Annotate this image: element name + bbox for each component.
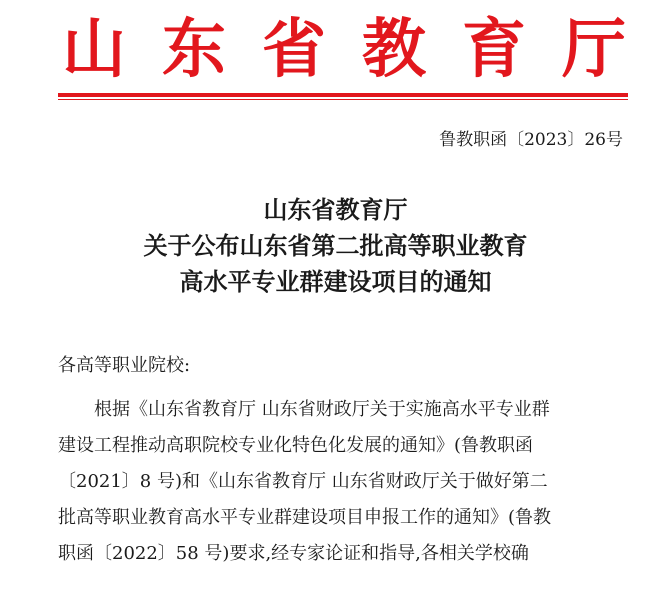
masthead-char: 育: [462, 13, 526, 87]
masthead-char: 东: [162, 13, 226, 87]
title-line-3: 高水平专业群建设项目的通知: [179, 267, 492, 296]
masthead-char: 教: [362, 13, 426, 87]
body-line: 批高等职业教育高水平专业群建设项目申报工作的通知》(鲁教: [58, 507, 552, 528]
title-line-1: 山东省教育厅: [263, 195, 408, 224]
title-line-2: 关于公布山东省第二批高等职业教育: [143, 231, 528, 260]
salutation: 各高等职业院校:: [58, 355, 191, 376]
document-title: [0, 192, 671, 300]
body-line: 根据《山东省教育厅 山东省财政厅关于实施高水平专业群: [94, 399, 550, 420]
document-masthead: [58, 14, 630, 86]
body-paragraph: [58, 392, 630, 572]
masthead-char: 山: [62, 13, 126, 87]
masthead-divider-thick: [58, 93, 628, 97]
document-number: 鲁教职函〔2023〕26号: [439, 130, 623, 150]
masthead-char: 厅: [562, 13, 626, 87]
body-line: 建设工程推动高职院校专业化特色化发展的通知》(鲁教职函: [58, 435, 534, 456]
masthead-char: 省: [262, 13, 326, 87]
body-line: 〔2021〕8 号)和《山东省教育厅 山东省财政厅关于做好第二: [58, 471, 548, 492]
body-line: 职函〔2022〕58 号)要求,经专家论证和指导,各相关学校确: [58, 543, 529, 564]
masthead-divider-thin: [58, 99, 628, 100]
